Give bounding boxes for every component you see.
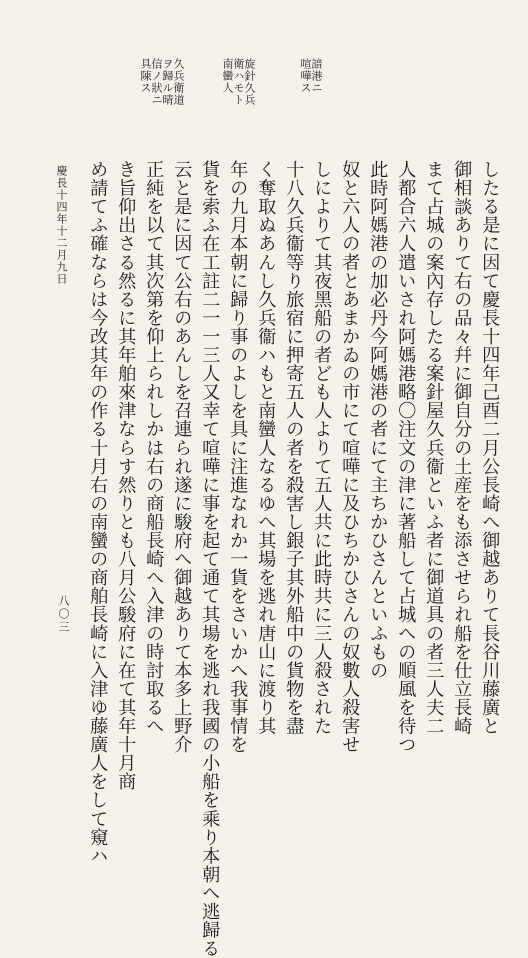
headnote-line: 喧嘩ス [299,58,312,94]
headnote-line: 久兵衛道 [172,58,185,106]
text-column: しによりて其夜黑船の者ども人よりて五人共に此時共に三人殺された [311,160,333,736]
text-column: まて占城の案內存したる案針屋久兵衞といふ者に御道具の者三人夫二 [423,160,445,736]
text-column: 人都合六人遣いされ阿媽港略〇注文の津に著船して占城への順風を待つ [395,160,417,754]
headnote-1 [300,58,322,94]
headnote-line: 信ノ狀ニ [150,58,163,106]
text-column: 年の九月本朝に歸り事のよしを具に注進なれか一貨をさいかへ我事情を [227,160,249,754]
headnote-line: 南蠻人 [221,58,234,94]
text-column: したる是に因て慶長十四年己酉二月公長崎へ御越ありて長谷川藤廣と [479,160,501,736]
text-column: 奴と六人の者とあまかゐの市にて喧嘩に及ひちかひさんの奴數人殺害せ [339,160,361,754]
headnote-line: 諳港ニ [310,58,323,94]
text-column: 貨を索ふ在工註二一一三人又幸て喧嘩に事を起て通て其場を逃れ我國の小船を乘り本朝へ逃歸る [199,160,221,958]
text-column: 正純を以て其次第を仰上られしかは右の商船長崎へ入津の時討取るへ [143,160,165,736]
text-column: く奪取ぬあんし久兵衞ハもと南蠻人なるゆへ其場を逃れ唐山に渡り其 [255,160,277,736]
headnote-2 [222,58,255,106]
text-column: め請てふ確ならは今改其年の作る十月右の南蠻の商舶長崎に入津ゆ藤廣人をして窺ハ [87,160,109,865]
page-number: 八〇三 [57,595,70,634]
headnote-3 [140,58,184,106]
text-column: 此時阿媽港の加必丹今阿媽港の者にて主ちかひさんといふもの [367,160,389,680]
text-column: 御相談ありて右の品々幷に御自分の土産をも添させられ船を仕立長崎 [451,160,473,736]
headnote-line: 衛ハモト [232,58,245,106]
headnote-line: 具陳ス [139,58,152,94]
text-column: 十八久兵衞等り旅宿に押寄五人の者を殺害し銀子其外船中の貨物を盡 [283,160,305,736]
text-column: き旨仰出さる然るに其年舶來津ならす然りとも八月公駿府に在て其年十月商 [115,160,137,791]
text-column: 云と是に因て公右のあんしを召連られ遂に駿府へ御越ありて本多上野介 [171,160,193,754]
headnote-line: ヲ歸ル晴 [161,58,174,106]
date-label: 慶長十四年十二月九日 [55,165,68,285]
headnote-line: 旋針久兵 [243,58,256,106]
